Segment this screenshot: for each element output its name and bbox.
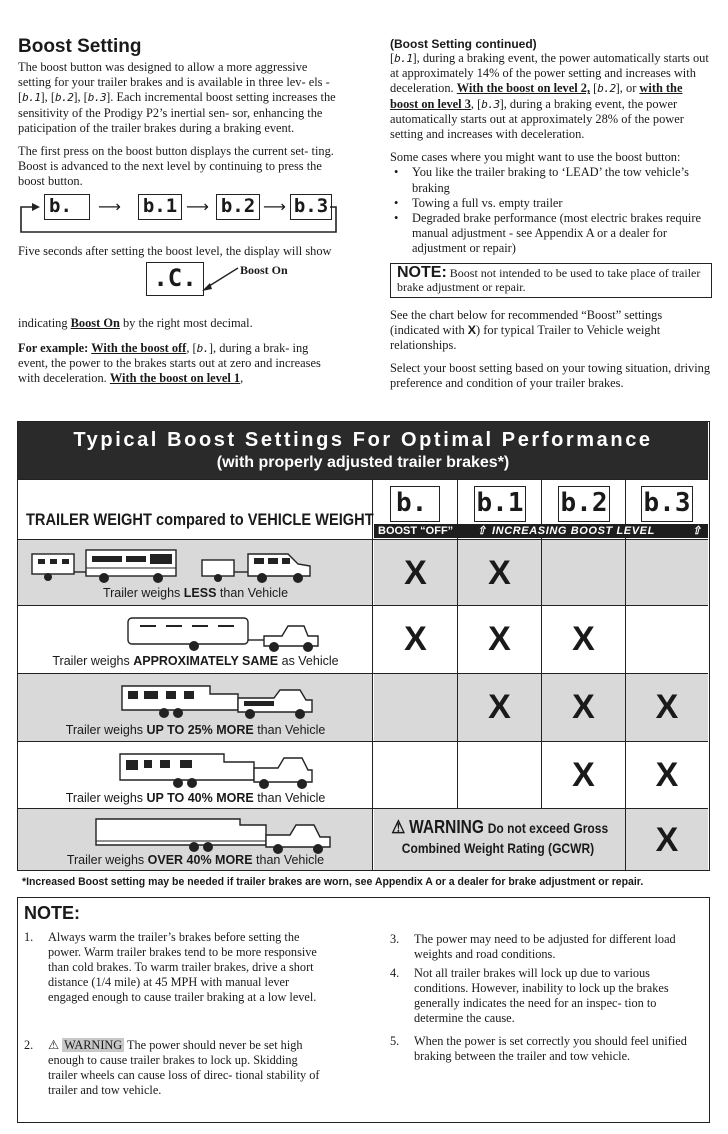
fifth-wheel-illustration [114, 680, 414, 726]
boost-mark: X [488, 688, 511, 726]
warning-triangle-icon: ⚠ [48, 1038, 60, 1052]
paragraph-boost-levels: [b.1], during a braking event, the power automatically starts out at approximately 14% of the power setting and increases with deceleration. With the boost on level 2, [b.2], or with the boost on level 3, [b.3], during a braking event, the power automatically starts out at approximately 28% of the power setting and increases with deceleration. [390, 51, 709, 142]
row-caption: Trailer weighs UP TO 25% MORE than Vehicle [65, 723, 326, 737]
table-row [18, 605, 708, 673]
paragraph-intro: The boost button was designed to allow a more aggressive setting for your trailer brakes and is available in three lev- els - [b.1], [b.2], [b.3]. Each incremental boost setting increases the sensitivity of the Prodigy P2’s inertial sen- sor, enhancing the paticipation of the trailer brakes during a braking event. [18, 60, 336, 135]
paragraph-cases: Some cases where you might want to use the boost button: [390, 150, 681, 165]
paragraph-example: For example: With the boost off, [b.], during a brak- ing event, the power to the brakes starts out at zero and increases with deceleration. With the boost on level 1, [18, 340, 321, 386]
row-caption: Trailer weighs OVER 40% MORE than Vehicle [66, 853, 325, 867]
boost-off-label: BOOST “OFF” [378, 525, 454, 537]
display-boost-off: b. [390, 486, 440, 522]
boost-mark: X [404, 554, 427, 592]
boost-mark: X [655, 688, 679, 726]
left-column-header: TRAILER WEIGHT compared to VEHICLE WEIGHT [26, 510, 374, 529]
cases-list [390, 165, 712, 256]
boost-mark: X [655, 756, 679, 794]
paragraph-first-press: The first press on the boost button displays the current set- ting. Boost is advanced to the next level by continuing to press the boost button. [18, 144, 334, 189]
note-item: 1. Always warm the trailer’s brakes before setting the power. Warm trailer brakes tend to be more responsive than cold brakes. To warm trailer brakes, drive a short distance (1/4 mile) at 45 MPH with manual lever engaged enough to cause trailer braking at a low level. [24, 930, 317, 1004]
paragraph-select: Select your boost setting based on your towing situation, driving preference and condition of your trailer brakes. [390, 361, 711, 391]
note-item: 3. The power may need to be adjusted for different load weights and road conditions. [390, 932, 676, 961]
table-subtitle: (with properly adjusted trailer brakes*) [216, 454, 510, 471]
boost-mark: X [404, 620, 427, 658]
boost-note-box [390, 263, 712, 298]
boost-on-block [18, 244, 336, 306]
up-arrow-icon: ⇧ [477, 525, 487, 537]
warning-text-line2: Combined Weight Rating (GCWR) [401, 840, 595, 856]
travel-trailer-illustration [104, 614, 404, 658]
warning-triangle-icon: ⚠ [391, 817, 406, 837]
warning-highlight: WARNING [64, 1038, 123, 1052]
row-caption: Trailer weighs UP TO 40% MORE than Vehicle [65, 791, 326, 805]
note-text: Boost not intended to be used to take place of trailer brake adjustment or repair. [397, 265, 701, 294]
warning-word: WARNING [409, 817, 484, 837]
seq-display-2: b.2 [216, 194, 260, 220]
notes-box [17, 897, 710, 1123]
display-boost-3: b.3 [641, 486, 693, 522]
seq-display-3: b.3 [290, 194, 332, 220]
table-title: Typical Boost Settings For Optimal Performance [73, 429, 653, 451]
boost-mark: X [572, 620, 595, 658]
right-column [390, 37, 712, 400]
notes-title: NOTE: [24, 903, 80, 923]
table-row [18, 539, 708, 605]
row-caption: Trailer weighs APPROXIMATELY SAME as Vehicle [52, 654, 339, 668]
note-item: 2. ⚠ WARNING The power should never be set high enough to cause trailer brakes to lock up. Skidding trailer wheels can cause loss of direc- tional stability of trailer and tow vehicle. [24, 1038, 320, 1097]
paragraph-indicating: indicating Boost On by the right most decimal. [18, 315, 253, 330]
paragraph-see-chart: See the chart below for recommended “Boost” settings (indicated with X) for typical Trailer to Vehicle weight relationships. [390, 307, 663, 353]
arrow-right-icon: ⟶ [186, 196, 209, 216]
table-row [18, 673, 708, 741]
cargo-trailer-illustration [90, 813, 390, 857]
boost-mark: X [488, 554, 511, 592]
row-caption: Trailer weighs LESS than Vehicle [102, 586, 289, 600]
table-row [18, 741, 708, 808]
rv-trailer-illustration [26, 546, 366, 590]
increasing-label: INCREASING BOOST LEVEL [492, 525, 655, 537]
boost-mark: X [655, 821, 679, 859]
arrow-right-icon: ⟶ [98, 196, 121, 216]
note-item: 4. Not all trailer brakes will lock up due to various conditions. However, inability to lock up the brakes generally indicates the need for an inspec- tion to determine the cause. [390, 966, 669, 1025]
boost-on-display: .C. [146, 262, 204, 296]
display-boost-2: b.2 [558, 486, 610, 522]
warning-text: Do not exceed Gross [487, 820, 609, 836]
arrow-right-icon: ⟶ [263, 196, 286, 216]
list-item: • Degraded brake performance (most electric brakes require manual adjustment - see Appendix A or a dealer for adjustment or repair) [390, 211, 712, 257]
display-boost-1: b.1 [474, 486, 526, 522]
note-item: 5. When the power is set correctly you should feel unified braking between the trailer and tow vehicle. [390, 1034, 687, 1063]
boost-settings-table [17, 421, 710, 871]
table-row [18, 808, 708, 870]
boost-mark: X [488, 620, 511, 658]
boost-mark: X [572, 688, 595, 726]
section-title: Boost Setting [18, 36, 142, 57]
seq-display-1: b.1 [138, 194, 182, 220]
boost-level-bar [374, 524, 708, 538]
up-arrow-icon: ⇧ [692, 525, 702, 537]
gcwr-warning [374, 817, 622, 856]
list-item: • You like the trailer braking to ‘LEAD’ the tow vehicle’s braking [390, 165, 712, 195]
boost-on-label: Boost On [240, 262, 288, 277]
seq-display-0: b. [44, 194, 90, 220]
list-item: • Towing a full vs. empty trailer [390, 196, 712, 211]
table-header [18, 422, 708, 479]
paragraph-five-seconds: Five seconds after setting the boost level, the display will show [18, 243, 332, 258]
boost-mark: X [572, 756, 595, 794]
table-footnote: *Increased Boost setting may be needed if trailer brakes are worn, see Appendix A or a dealer for brake adjustment or repair. [22, 876, 644, 888]
left-column [18, 36, 336, 394]
large-fifth-wheel-illustration [114, 746, 414, 792]
boost-sequence-diagram [18, 192, 338, 238]
note-label: NOTE: [397, 263, 447, 281]
continued-title: (Boost Setting continued) [390, 37, 537, 51]
column-header-row [18, 479, 708, 539]
